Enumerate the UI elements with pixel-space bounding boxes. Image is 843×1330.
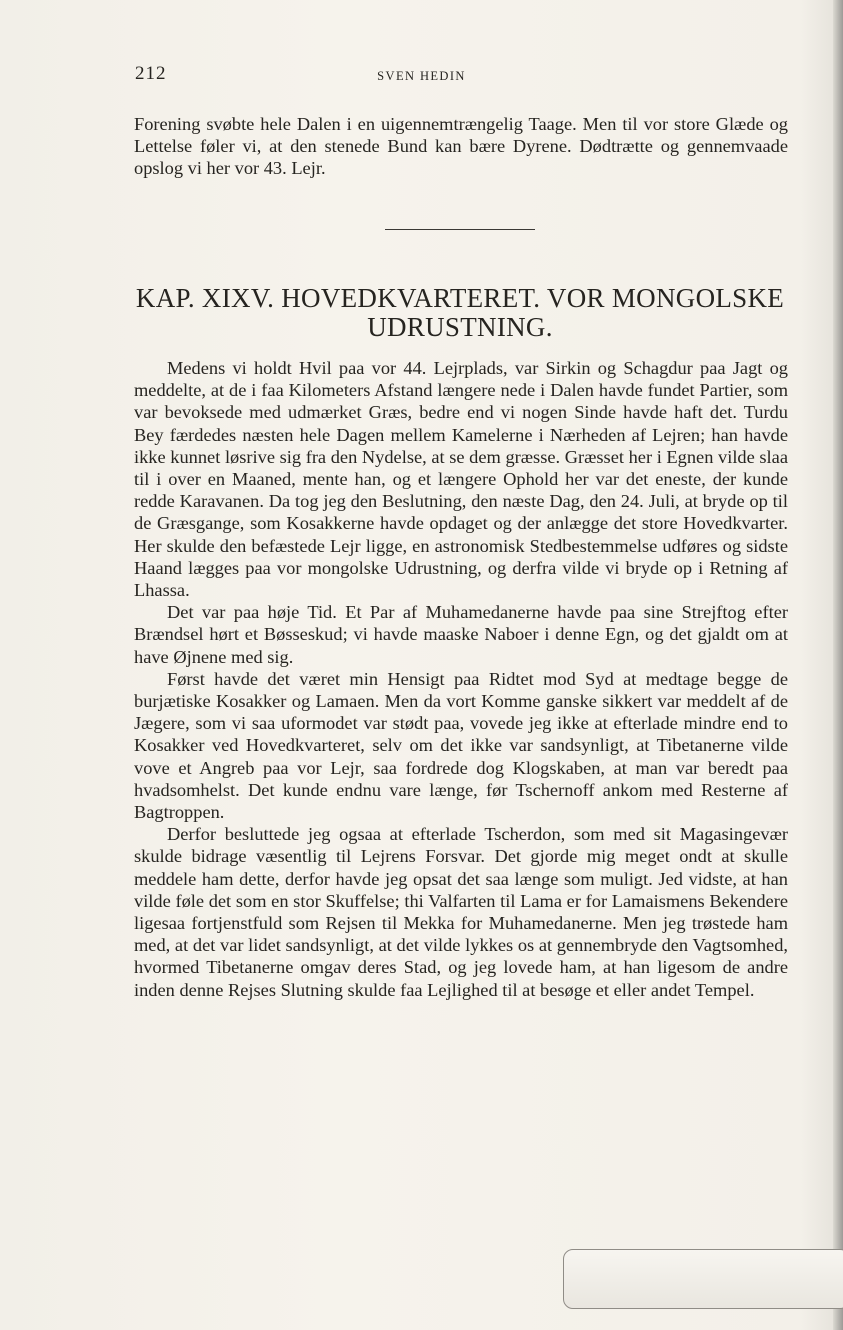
running-head: SVEN HEDIN xyxy=(377,69,466,83)
paragraph: Derfor besluttede jeg ogsaa at efterlade Tscherdon, som med sit Magasingevær skulde bidrage væsentlig til Lejrens Forsvar. Det gjorde mig meget ondt at skulle meddele ham dette, derfor havde jeg opsat det saa længe som muligt. Jed vidste, at han vilde føle det som en stor Skuffelse; thi Valfarten til Lama er for Lamaismens Bekendere ligesaa fortjenstfuld som Rejsen til Mekka for Muhamedanerne. Men jeg trøstede ham med, at det var lidet sandsynligt, at det vilde lykkes os at gennembryde den Vagtsomhed, hvormed Tibetanerne omgav deres Stad, og jeg lovede ham, at han ligesom de andre inden denne Rejses Slutning skulde faa Lejlighed til at besøge et eller andet Tempel. xyxy=(134,824,788,1000)
chapter-title-line-2: UDRUSTNING. xyxy=(367,312,553,342)
chapter-title xyxy=(100,284,820,342)
page-binding-edge xyxy=(833,0,843,1330)
page-number: 212 xyxy=(135,63,167,84)
paragraph: Medens vi holdt Hvil paa vor 44. Lejrplads, var Sirkin og Schagdur paa Jagt og meddelte, at de i faa Kilometers Afstand længere nede i Dalen havde fundet Partier, som var bevoksede med udmærket Græs, bedre end vi nogen Sinde havde haft det. Turdu Bey færdedes næsten hele Dagen mellem Kamelerne i Nærheden af Lejren; han havde ikke kunnet løsrive sig fra den Nydelse, at se dem græsse. Græsset her i Egnen vilde slaa til i over en Maaned, mente han, og et længere Ophold her var det eneste, der kunde redde Karavanen. Da tog jeg den Beslutning, den næste Dag, den 24. Juli, at bryde op til de Græsgange, som Kosakkerne havde opdaget og der anlægge det store Hovedkvarter. Her skulde den befæstede Lejr ligge, en astronomisk Stedbestemmelse udføres og sidste Haand lægges paa vor mongolske Udrustning, og derfra vilde vi bryde op i Retning af Lhassa. xyxy=(134,358,788,601)
section-divider xyxy=(385,229,535,230)
chapter-body xyxy=(134,357,788,1001)
bookmark-slip xyxy=(563,1249,843,1309)
paragraph: Det var paa høje Tid. Et Par af Muhamedanerne havde paa sine Strejftog efter Brændsel hørt et Bøsseskud; vi havde maaske Naboer i denne Egn, og det gjaldt om at have Øjnene med sig. xyxy=(134,602,788,667)
paragraph: Først havde det været min Hensigt paa Ridtet mod Syd at medtage begge de burjætiske Kosakker og Lamaen. Men da vort Komme ganske sikkert var meddelt af de Jægere, som vi saa uformodet var stødt paa, vovede jeg ikke at efterlade mindre end to Kosakker ved Hovedkvarteret, selv om det ikke var sandsynligt, at Tibetanerne vilde vove et Angreb paa vor Lejr, saa fordrede dog Klogskaben, at man var beredt paa hvadsomhelst. Det kunde endnu vare længe, før Tschernoff ankom med Resterne af Bagtroppen. xyxy=(134,668,788,823)
chapter-title-line-1: KAP. XIXV. HOVEDKVARTERET. VOR MONGOLSKE xyxy=(135,283,785,313)
intro-paragraph: Forening svøbte hele Dalen i en uigennemtrængelig Taage. Men til vor store Glæde og Lettelse føler vi, at den stenede Bund kan bære Dyrene. Dødtrætte og gennemvaade opslog vi her vor 43. Lejr. xyxy=(134,114,788,179)
